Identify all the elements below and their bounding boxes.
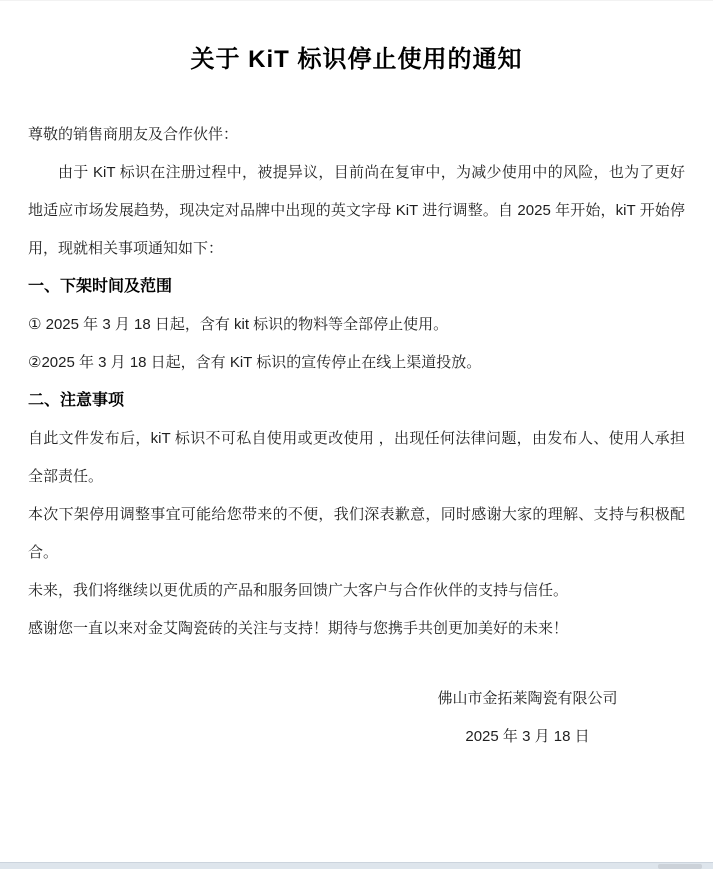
intro-paragraph: 由于 KiT 标识在注册过程中，被提异议，目前尚在复审中，为减少使用中的风险，也为了更好地适应市场发展趋势，现决定对品牌中出现的英文字母 KiT 进行调整。自 2025 年开始，kiT 开始停用，现就相关事项通知如下：: [28, 164, 685, 257]
document-title: 关于 KiT 标识停止使用的通知: [190, 46, 523, 73]
salutation: 尊敬的销售商朋友及合作伙伴：: [28, 126, 239, 143]
section2-paragraph-3: 未来，我们将继续以更优质的产品和服务回馈广大客户与合作伙伴的支持与信任。: [28, 582, 569, 599]
section1-item-2: ②2025 年 3 月 18 日起，含有 KiT 标识的宣传停止在线上渠道投放。: [28, 354, 482, 371]
document-body: [0, 1, 713, 756]
section2-paragraph-1: 自此文件发布后，kiT 标识不可私自使用或更改使用 ，出现任何法律问题，由发布人、使用人承担全部责任。: [28, 430, 685, 485]
signature-date: 2025 年 3 月 18 日: [465, 728, 590, 745]
signature-company: 佛山市金拓莱陶瓷有限公司: [437, 690, 618, 707]
section1-heading: 一、下架时间及范围: [28, 278, 173, 295]
horizontal-scrollbar-thumb[interactable]: [658, 864, 702, 869]
section2-heading: 二、注意事项: [28, 392, 125, 409]
signature-block: [370, 680, 685, 756]
section2-paragraph-2: 本次下架停用调整事宜可能给您带来的不便，我们深表歉意，同时感谢大家的理解、支持与积极配合。: [28, 506, 685, 561]
section1-item-1: ① 2025 年 3 月 18 日起，含有 kit 标识的物料等全部停止使用。: [28, 316, 449, 333]
section2-paragraph-4: 感谢您一直以来对金艾陶瓷砖的关注与支持！期待与您携手共创更加美好的未来！: [28, 620, 569, 637]
